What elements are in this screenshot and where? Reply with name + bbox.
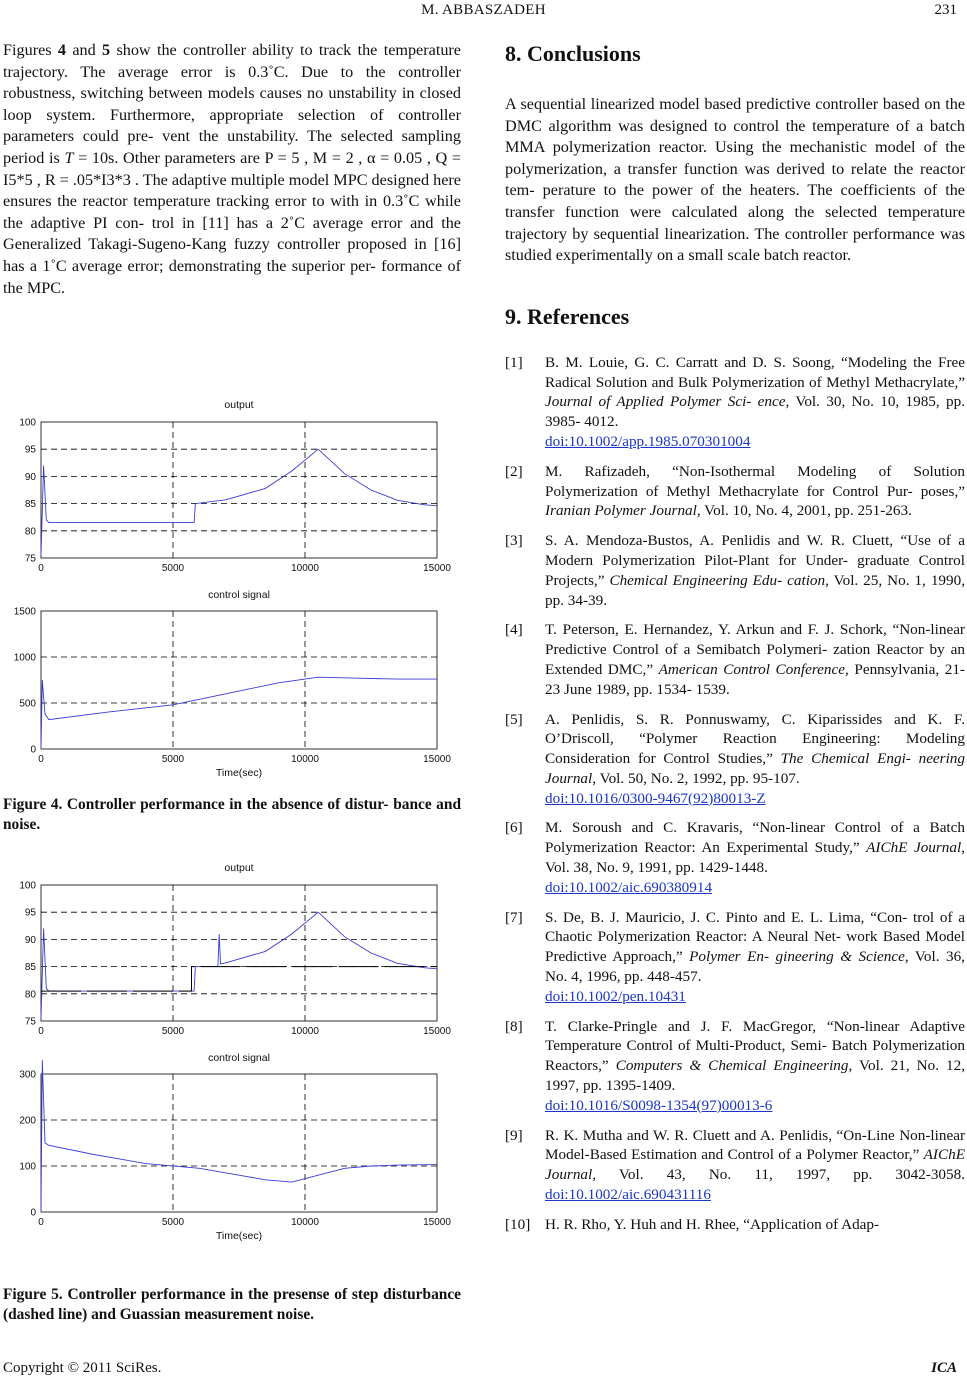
x-tick-label: 15000 <box>423 1217 451 1228</box>
reference-text: A. Penlidis, S. R. Ponnuswamy, C. Kiparissides and K. F. O’Driscoll, “Polymer Reaction Engineering: Modeling Consideration for Control Studies,” The Chemical Engi- neering Journal, Vol. 50, No. 2, 1992, pp. 95-107. <box>545 710 965 787</box>
y-tick-label: 100 <box>19 417 36 429</box>
references-heading: 9. References <box>505 303 630 329</box>
conclusions-heading: 8. Conclusions <box>505 41 641 66</box>
chart-title: control signal <box>208 1052 270 1064</box>
signal-line <box>41 449 437 555</box>
y-tick-label: 75 <box>24 1016 36 1028</box>
reference-doi-link[interactable]: doi:10.1002/aic.690380914 <box>545 878 713 896</box>
figure-5 <box>3 855 461 1245</box>
x-tick-label: 5000 <box>161 563 185 574</box>
signal-line <box>41 677 437 749</box>
y-tick-label: 100 <box>19 880 36 892</box>
figure-4-control-signal-plot <box>14 589 452 779</box>
body-paragraph: Figures 4 and 5 show the controller ability to track the temperature trajectory. The average error is 0.3˚C. Due to the controller robustness, switching between models causes no unstability in closed loop system. Furthermore, appropriate selection of controller parameters could pre- vent the unstability. The selected sampling period is T = 10s. Other parameters are P = 5 , M = 2 , α = 0.05 , Q = I5*5 , R = .05*I3*3 . The adaptive multiple model MPC designed here ensures the reactor temperature tracking error to with in 0.3˚C while the adaptive PI con- trol in [11] has a 2˚C average error and the Generalized Takagi-Sugeno-Kang fuzzy controller proposed in [16] has a 1˚C average error; demonstrating the superior per- formance of the MPC. <box>3 41 462 297</box>
y-tick-label: 90 <box>24 934 36 946</box>
signal-line <box>41 1060 437 1212</box>
x-tick-label: 5000 <box>161 754 185 765</box>
x-tick-label: 15000 <box>423 563 451 574</box>
y-tick-label: 85 <box>24 499 36 511</box>
figure-5-output-plot <box>19 862 451 1037</box>
reference-text: R. K. Mutha and W. R. Cluett and A. Penlidis, “On-Line Non-linear Model-Based Estimation and Control of a Polymer Reactor,” AIChE Journal, Vol. 43, No. 11, 1997, pp. 3042-3058. <box>545 1126 965 1184</box>
figure-5-control-signal-plot <box>19 1052 451 1242</box>
plot-frame <box>41 422 437 558</box>
plot-frame <box>41 611 437 749</box>
reference-number: [7] <box>505 908 523 926</box>
x-axis-label: Time(sec) <box>215 767 263 779</box>
y-tick-label: 100 <box>19 1161 36 1173</box>
reference-item <box>505 620 965 699</box>
x-tick-label: 10000 <box>291 563 319 574</box>
y-tick-label: 85 <box>24 962 36 974</box>
footer-copyright: Copyright © 2011 SciRes. <box>3 1360 162 1376</box>
running-header <box>0 2 967 22</box>
reference-list <box>505 353 965 1235</box>
y-tick-label: 0 <box>30 744 36 756</box>
figure-5-caption: Figure 5. Controller performance in the presense of step disturbance (dashed line) and Guassian measurement noise. <box>3 1286 461 1323</box>
y-tick-label: 80 <box>24 989 36 1001</box>
footer-journal: ICA <box>931 1360 957 1376</box>
reference-doi-link[interactable]: doi:10.1016/S0098-1354(97)00013-6 <box>545 1096 773 1114</box>
reference-text: T. Clarke-Pringle and J. F. MacGregor, “Non-linear Adaptive Temperature Control of Multi-Product, Semi- Batch Polymerization Reactors,” Computers & Chemical Engineering, Vol. 21, No. 12, 1997, pp. 1395-1409. <box>545 1017 965 1095</box>
x-tick-label: 0 <box>38 754 44 765</box>
right-column <box>505 40 965 1245</box>
reference-item <box>505 1215 965 1235</box>
header-author: M. ABBASZADEH <box>421 2 546 18</box>
x-tick-label: 0 <box>38 1026 44 1037</box>
figure-4-output-plot <box>19 399 451 574</box>
reference-number: [1] <box>505 353 523 371</box>
reference-item <box>505 531 965 610</box>
reference-text: M. Rafizadeh, “Non-Isothermal Modeling of Solution Polymerization of Methyl Methacrylate for Control Pur- poses,” Iranian Polymer Journal, Vol. 10, No. 4, 2001, pp. 251-263. <box>545 462 965 520</box>
y-tick-label: 0 <box>30 1207 36 1219</box>
x-tick-label: 15000 <box>423 1026 451 1037</box>
figure-4 <box>3 392 461 782</box>
reference-item <box>505 710 965 809</box>
x-tick-label: 5000 <box>161 1026 185 1037</box>
reference-item <box>505 1126 965 1205</box>
chart-title: output <box>224 399 254 411</box>
x-tick-label: 5000 <box>161 1217 185 1228</box>
disturbance-line <box>41 967 437 992</box>
reference-number: [3] <box>505 532 523 550</box>
x-tick-label: 0 <box>38 1217 44 1228</box>
reference-item <box>505 353 965 452</box>
plot-frame <box>41 1074 437 1212</box>
reference-text: B. M. Louie, G. C. Carratt and D. S. Soong, “Modeling the Free Radical Solution and Bulk Polymerization of Methyl Methacrylate,” Journal of Applied Polymer Sci- ence, Vol. 30, No. 10, 1985, pp. 3985- 4012. <box>545 353 966 431</box>
reference-number: [10] <box>505 1215 531 1233</box>
header-page-number: 231 <box>934 2 957 18</box>
reference-item <box>505 1017 965 1116</box>
x-tick-label: 10000 <box>291 1217 319 1228</box>
reference-item <box>505 818 965 897</box>
y-tick-label: 95 <box>24 444 36 456</box>
chart-title: control signal <box>208 589 270 601</box>
chart-title: output <box>224 862 254 874</box>
reference-item <box>505 908 965 1007</box>
reference-number: [9] <box>505 1126 523 1144</box>
reference-number: [6] <box>505 819 523 837</box>
reference-text: S. De, B. J. Mauricio, J. C. Pinto and E. L. Lima, “Con- trol of a Chaotic Polymerization Reactor: A Neural Net- work Based Model Predictive Approach,” Polymer En- gineering & Science, Vol. 36, No. 4, 1996, pp. 448-457. <box>545 908 965 986</box>
reference-doi-link[interactable]: doi:10.1002/pen.10431 <box>545 987 686 1005</box>
reference-doi-link[interactable]: doi:10.1016/0300-9467(92)80013-Z <box>545 789 766 807</box>
x-axis-label: Time(sec) <box>215 1230 263 1242</box>
y-tick-label: 500 <box>19 698 36 710</box>
y-tick-label: 75 <box>24 553 36 565</box>
left-column-text <box>3 40 461 299</box>
y-tick-label: 1500 <box>13 606 36 618</box>
reference-number: [4] <box>505 621 523 639</box>
conclusions-text: A sequential linearized model based predictive controller based on the DMC algorithm was designed to control the temperature of a batch MMA polymerization reactor. Using the mechanistic model of the polymerization, a transfer function was derived to relate the reactor tem- perature to the power of the heaters. The coefficients of the transfer function were calculated along the selected temperature trajectory by sequential linearization. The controller performance was studied experimentally on a small scale batch reactor. <box>505 95 965 265</box>
reference-number: [5] <box>505 710 523 728</box>
reference-text: H. R. Rho, Y. Huh and H. Rhee, “Application of Adap- <box>545 1215 880 1233</box>
y-tick-label: 300 <box>19 1069 36 1081</box>
y-tick-label: 95 <box>24 907 36 919</box>
y-tick-label: 80 <box>24 526 36 538</box>
reference-doi-link[interactable]: doi:10.1002/aic.690431116 <box>545 1186 711 1204</box>
plot-frame <box>41 885 437 1021</box>
x-tick-label: 10000 <box>291 1026 319 1037</box>
x-tick-label: 0 <box>38 563 44 574</box>
reference-number: [8] <box>505 1017 523 1035</box>
x-tick-label: 15000 <box>423 754 451 765</box>
reference-text: S. A. Mendoza-Bustos, A. Penlidis and W. R. Cluett, “Use of a Modern Polymerization Pilot-Plant for Under- graduate Control Projects,” Chemical Engineering Edu- cation, Vol. 25, No. 1, 1990, pp. 34-39. <box>545 532 965 609</box>
figure-4-caption: Figure 4. Controller performance in the absence of distur- bance and noise. <box>3 796 461 833</box>
y-tick-label: 90 <box>24 471 36 483</box>
reference-number: [2] <box>505 462 523 480</box>
x-tick-label: 10000 <box>291 754 319 765</box>
signal-line <box>41 912 437 1018</box>
y-tick-label: 1000 <box>13 652 36 664</box>
y-tick-label: 200 <box>19 1115 36 1127</box>
reference-doi-link[interactable]: doi:10.1002/app.1985.070301004 <box>545 432 751 450</box>
reference-item <box>505 462 965 521</box>
reference-text: M. Soroush and C. Kravaris, “Non-linear Control of a Batch Polymerization Reactor: An Experimental Study,” AIChE Journal, Vol. 38, No. 9, 1991, pp. 1429-1448. <box>545 819 965 877</box>
reference-text: T. Peterson, E. Hernandez, Y. Arkun and F. J. Schork, “Non-linear Predictive Control of a Semibatch Polymeri- zation Reactor by an Extended DMC,” American Control Conference, Pennsylvania, 21-23 June 1989, pp. 1534- 1539. <box>545 621 965 698</box>
